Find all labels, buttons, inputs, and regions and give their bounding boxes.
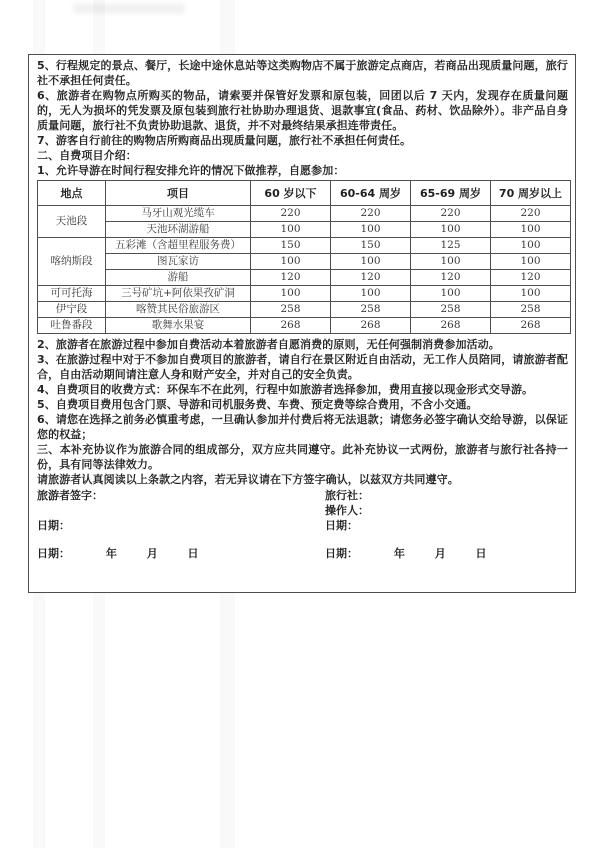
cell-price: 258 — [411, 302, 491, 318]
cell-price: 268 — [491, 318, 571, 334]
month-label: 月 — [146, 547, 158, 560]
read-confirm-note: 请旅游者认真阅读以上条款之内容，若无异议请在下方签字确认，以兹双方共同遵守。 — [37, 473, 459, 486]
cell-price: 100 — [331, 286, 411, 302]
cell-price: 100 — [251, 222, 331, 238]
cell-price: 258 — [251, 302, 331, 318]
cell-location-yining: 伊宁段 — [38, 302, 106, 318]
date-fill-in-row — [37, 546, 568, 561]
cell-price: 120 — [331, 270, 411, 286]
cell-price: 100 — [331, 222, 411, 238]
cell-price: 100 — [251, 254, 331, 270]
cell-price: 100 — [411, 254, 491, 270]
cell-item: 马牙山观光缆车 — [106, 206, 251, 222]
table-row — [38, 318, 571, 334]
agency-date-line — [325, 546, 568, 561]
month-label: 月 — [434, 547, 446, 560]
cell-price: 120 — [251, 270, 331, 286]
clause-fee-inclusions: 5、自费项目费用包含门票、导游和司机服务费、车费、预定费等综合费用，不含小交通。 — [37, 398, 478, 411]
cell-price: 120 — [411, 270, 491, 286]
day-label: 日 — [475, 547, 487, 560]
cell-item: 歌舞水果宴 — [106, 318, 251, 334]
cell-price: 120 — [491, 270, 571, 286]
cell-price: 100 — [491, 286, 571, 302]
cell-price: 220 — [491, 206, 571, 222]
cell-price: 258 — [331, 302, 411, 318]
day-label: 日 — [187, 547, 199, 560]
traveler-signature-label: 旅游者签字： — [37, 489, 103, 502]
cell-price: 100 — [491, 254, 571, 270]
cell-price: 100 — [411, 222, 491, 238]
cell-price: 100 — [251, 286, 331, 302]
cell-price: 220 — [251, 206, 331, 222]
header-location: 地点 — [38, 181, 106, 206]
year-label: 年 — [105, 547, 117, 560]
self-paid-items-table — [37, 180, 571, 334]
agency-label: 旅行社： — [325, 489, 369, 502]
table-row — [38, 270, 571, 286]
table-row — [38, 206, 571, 222]
year-label: 年 — [393, 547, 405, 560]
header-age-60-64: 60-64 周岁 — [331, 181, 411, 206]
cell-price: 100 — [491, 222, 571, 238]
traveler-signature-space — [37, 503, 325, 518]
cell-price: 100 — [491, 238, 571, 254]
table-row — [38, 238, 571, 254]
contract-supplement-box — [28, 54, 576, 593]
cell-price: 268 — [331, 318, 411, 334]
section-three-legal-effect: 三、本补充协议作为旅游合同的组成部分，双方应共同遵守。此补充协议一式两份，旅游者与旅行社各持一份，具有同等法律效力。 — [37, 443, 568, 471]
cell-location-kanas: 喀纳斯段 — [38, 238, 106, 286]
clause-voluntary-consumption: 2、旅游者在旅游过程中参加自费活动本着旅游者自愿消费的原则，无任何强制消费参加活动。 — [37, 338, 500, 351]
cell-location-tianchi: 天池段 — [38, 206, 106, 238]
cell-price: 220 — [331, 206, 411, 222]
table-row — [38, 302, 571, 318]
clause-self-visited-shops: 7、游客自行前往的购物店所购商品出现质量问题，旅行社不承担任何责任。 — [37, 134, 412, 147]
cell-location-turpan: 吐鲁番段 — [38, 318, 106, 334]
recommend-note: 1、允许导游在时间行程安排允许的情况下做推荐，自愿参加： — [37, 164, 345, 177]
header-age-70plus: 70 周岁以上 — [491, 181, 571, 206]
clause-non-participants: 3、在旅游过程中对于不参加自费项目的旅游者，请自行在景区附近自由活动，无工作人员陪同，请旅游者配合，自由活动期间请注意人身和财产安全，并对自己的安全负责。 — [37, 353, 568, 381]
cell-location-keketuohai: 可可托海 — [38, 286, 106, 302]
section-two-title: 二、自费项目介绍： — [37, 149, 137, 162]
signature-block — [37, 488, 568, 533]
date-label: 日期： — [325, 547, 358, 560]
clause-refund-policy: 6、旅游者在购物点所购买的物品，请索要并保管好发票和原包装，回团以后 7 天内，发现存在质量问题的，无人为损坏的凭发票及原包装到旅行社协助办理退货、退款事宜(食品、药材、饮品除外）。非产品自身质量问题，旅行社不负责协助退款、退货，并不对最终结果承担连带责任。 — [37, 89, 568, 132]
cell-price: 268 — [411, 318, 491, 334]
clause-no-refund-warning: 6、请您在选择之前务必慎重考虑，一旦确认参加并付费后将无法退款；请您务必签字确认交给导游，以保证您的权益； — [37, 413, 568, 441]
cell-price: 100 — [411, 286, 491, 302]
cell-price: 125 — [411, 238, 491, 254]
cell-price: 100 — [331, 254, 411, 270]
cell-item: 天池环湖游船 — [106, 222, 251, 238]
cell-item: 游船 — [106, 270, 251, 286]
clause-payment-method: 4、自费项目的收费方式：环保车不在此列，行程中如旅游者选择参加，费用直接以现金形式交导游。 — [37, 383, 534, 396]
agency-date-label: 日期： — [325, 519, 358, 532]
table-row — [38, 222, 571, 238]
table-row — [38, 254, 571, 270]
cell-price: 150 — [331, 238, 411, 254]
cell-price: 220 — [411, 206, 491, 222]
clause-shops-not-designated: 5、行程规定的景点、餐厅，长途中途休息站等这类购物店不属于旅游定点商店，若商品出现质量问题，旅行社不承担任何责任。 — [37, 59, 568, 87]
scan-artifact-smudge — [73, 3, 185, 14]
traveler-date-label: 日期： — [37, 519, 70, 532]
cell-price: 150 — [251, 238, 331, 254]
cell-item: 图瓦家访 — [106, 254, 251, 270]
table-header-row — [38, 181, 571, 206]
traveler-date-line — [37, 546, 325, 561]
cell-price: 258 — [491, 302, 571, 318]
operator-label: 操作人： — [325, 504, 369, 517]
cell-item: 三号矿坑+阿依果孜矿洞 — [106, 286, 251, 302]
header-age-65-69: 65-69 周岁 — [411, 181, 491, 206]
cell-item: 五彩滩（含超里程服务费） — [106, 238, 251, 254]
cell-item: 喀赞其民俗旅游区 — [106, 302, 251, 318]
cell-price: 268 — [251, 318, 331, 334]
header-item: 项目 — [106, 181, 251, 206]
date-label: 日期： — [37, 547, 70, 560]
header-age-under60: 60 岁以下 — [251, 181, 331, 206]
table-row — [38, 286, 571, 302]
